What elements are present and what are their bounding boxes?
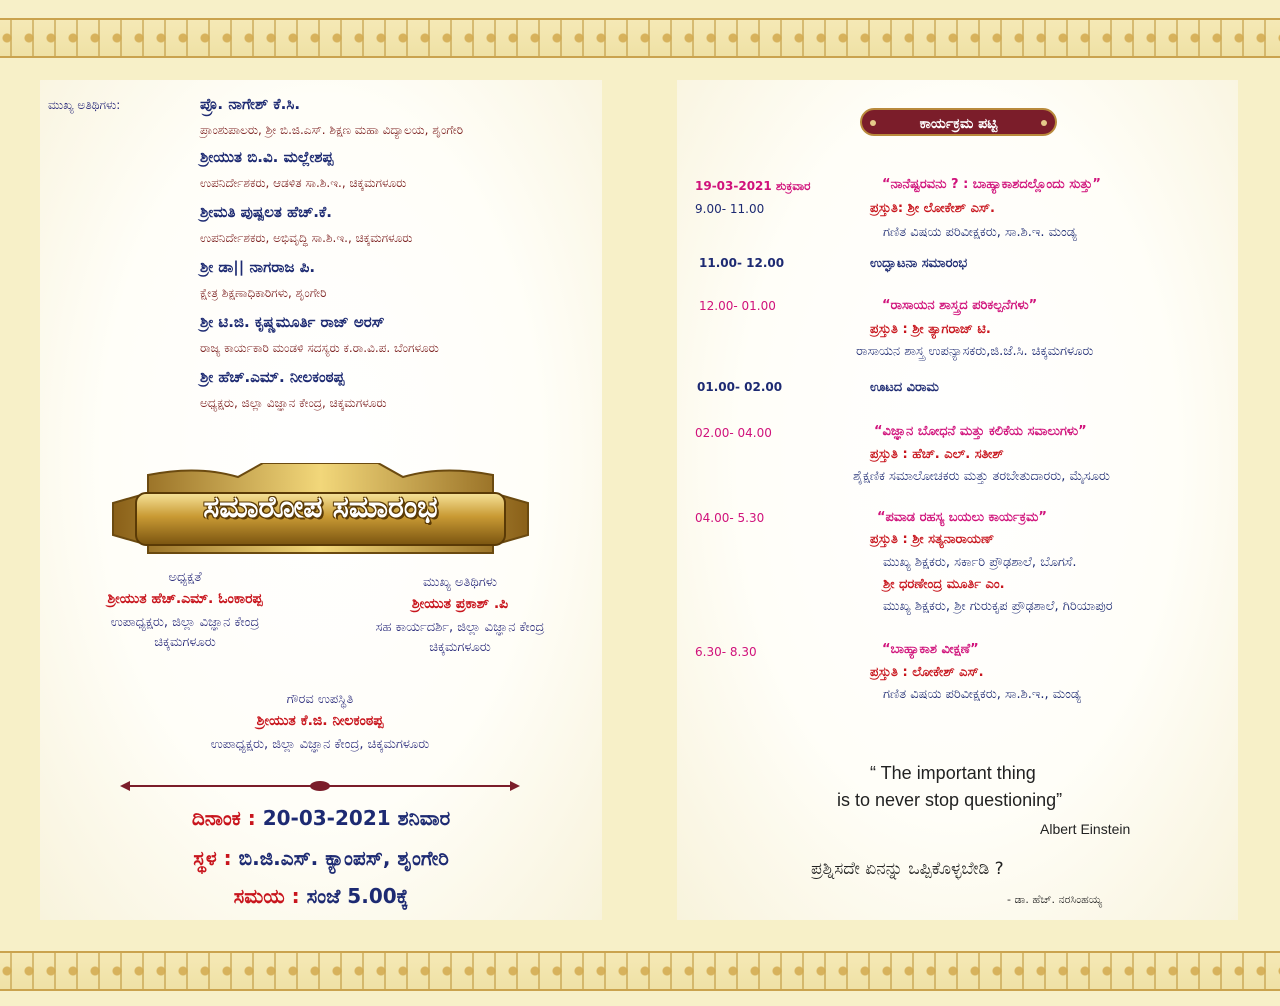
guest-role: ಉಪನಿರ್ದೇಶಕರು, ಅಭಿವೃದ್ಧಿ ಸಾ.ಶಿ.ಇ., ಚಿಕ್ಕಮಗಳೂರು <box>200 231 413 245</box>
chief-guest-label: ಮುಖ್ಯ ಅತಿಥಿಗಳು <box>423 575 497 590</box>
session-desc: ಶೈಕ್ಷಣಿಕ ಸಮಾಲೋಚಕರು ಮತ್ತು ತರಬೇತುದಾರರು, ಮೈಸೂರು <box>853 469 1110 484</box>
honor-label: ಗೌರವ ಉಪಸ್ಥಿತಿ <box>286 692 354 707</box>
dot-icon <box>1041 120 1047 126</box>
guest-role: ಕ್ಷೇತ್ರ ಶಿಕ್ಷಣಾಧಿಕಾರಿಗಳು, ಶೃಂಗೇರಿ <box>200 286 327 300</box>
guest-name: ಶ್ರೀ ಟಿ.ಜಿ. ಕೃಷ್ಣಮೂರ್ತಿ ರಾಜ್ ಅರಸ್ <box>200 313 385 331</box>
venue-value: ಬಿ.ಜಿ.ಎಸ್. ಕ್ಯಾಂಪಸ್, ಶೃಂಗೇರಿ <box>238 846 449 870</box>
session-time: 02.00- 04.00 <box>695 426 772 440</box>
presidency-block <box>60 570 310 653</box>
session-desc: ಗಣಿತ ವಿಷಯ ಪರಿವೀಕ್ಷಕರು, ಸಾ.ಶಿ.ಇ. ಮಂಡ್ಯ <box>883 225 1077 240</box>
guest-entry <box>200 95 463 138</box>
left-panel <box>40 80 602 920</box>
kannada-quote-author: - ಡಾ. ಹೆಚ್. ನರಸಿಂಹಯ್ಯ <box>1007 893 1103 906</box>
event-day: 19-03-2021 ಶುಕ್ರವಾರ <box>695 179 811 193</box>
session-desc: ಗಣಿತ ವಿಷಯ ಪರಿವೀಕ್ಷಕರು, ಸಾ.ಶಿ.ಇ., ಮಂಡ್ಯ <box>883 687 1081 702</box>
time-value: ಸಂಜೆ 5.00ಕ್ಕೆ <box>306 884 409 908</box>
guest-role: ಪ್ರಾಂಶುಪಾಲರು, ಶ್ರೀ ಬಿ.ಜಿ.ಎಸ್. ಶಿಕ್ಷಣ ಮಹಾ ವಿದ್ಯಾಲಯ, ಶೃಂಗೇರಿ <box>200 123 464 137</box>
date-label: ದಿನಾಂಕ : <box>191 806 256 830</box>
guest-role: ರಾಜ್ಯ ಕಾರ್ಯಕಾರಿ ಮಂಡಳಿ ಸದಸ್ಯರು ಕ.ರಾ.ವಿ.ಪ. ಬೆಂಗಳೂರು <box>200 341 439 355</box>
session-time: 12.00- 01.00 <box>699 299 776 313</box>
right-panel <box>677 80 1238 920</box>
session-speaker: ಪ್ರಸ್ತುತಿ : ಶ್ರೀ ಸತ್ಯನಾರಾಯಣ್ <box>870 532 995 547</box>
ornamental-divider-top <box>120 779 520 793</box>
guest-entry <box>200 148 406 191</box>
decorative-border-top <box>0 18 1280 58</box>
venue-line <box>40 846 602 870</box>
session-speaker: ಪ್ರಸ್ತುತಿ : ಲೋಕೇಶ್ ಎಸ್. <box>870 665 984 680</box>
quote-author: Albert Einstein <box>1040 821 1131 837</box>
honor-name: ಶ್ರೀಯುತ ಕೆ.ಜಿ. ನೀಲಕಂಠಪ್ಪ <box>256 713 384 729</box>
date-value: 20-03-2021 ಶನಿವಾರ <box>262 806 451 830</box>
session-speaker: ಪ್ರಸ್ತುತಿ : ಶ್ರೀ ತ್ಯಾಗರಾಜ್ ಟಿ. <box>870 322 991 337</box>
honor-block <box>120 692 520 755</box>
session-time: 11.00- 12.00 <box>699 256 785 270</box>
guest-name: ಶ್ರೀಯುತ ಬಿ.ವಿ. ಮಲ್ಲೇಶಪ್ಪ <box>200 148 334 166</box>
session-time: 6.30- 8.30 <box>695 645 757 659</box>
session-time: 01.00- 02.00 <box>697 380 783 394</box>
chief-guest-role: ಸಹ ಕಾರ್ಯದರ್ಶಿ, ಜಿಲ್ಲಾ ವಿಜ್ಞಾನ ಕೇಂದ್ರ ಚಿಕ್ಕಮಗಳೂರು <box>375 620 545 655</box>
guest-entry <box>200 368 387 411</box>
guest-name: ಶ್ರೀಮತಿ ಪುಷ್ಪಲತ ಹೆಚ್.ಕೆ. <box>200 203 332 221</box>
session-speaker-2: ಶ್ರೀ ಧರಣೇಂದ್ರ ಮೂರ್ತಿ ಎಂ. <box>883 577 1005 592</box>
session-time: 04.00- 5.30 <box>695 511 765 525</box>
banner-title: ಸಮಾರೋಪ ಸಮಾರಂಭ <box>203 490 438 525</box>
einstein-quote: “ The important thing is to never stop questioning” <box>837 763 1063 810</box>
session-topic: “ಪವಾಡ ರಹಸ್ಯ ಬಯಲು ಕಾರ್ಯಕ್ರಮ” <box>877 510 1047 525</box>
kannada-quote: ಪ್ರಶ್ನಿಸದೇ ಏನನ್ನು ಒಪ್ಪಿಕೊಳ್ಳಬೇಡಿ ? <box>811 859 1004 879</box>
guest-role: ಅಧ್ಯಕ್ಷರು, ಜಿಲ್ಲಾ ವಿಜ್ಞಾನ ಕೇಂದ್ರ, ಚಿಕ್ಕಮಗಳೂರು <box>200 396 387 410</box>
chief-guest-name: ಶ್ರೀಯುತ ಪ್ರಕಾಶ್ .ಪಿ <box>411 596 509 612</box>
session-topic: “ರಾಸಾಯನ ಶಾಸ್ತ್ರದ ಪರಿಕಲ್ಪನೆಗಳು” <box>882 298 1038 313</box>
guest-role: ಉಪನಿರ್ದೇಶಕರು, ಆಡಳಿತ ಸಾ.ಶಿ.ಇ., ಚಿಕ್ಕಮಗಳೂರು <box>200 176 407 190</box>
schedule-title: ಕಾರ್ಯಕ್ರಮ ಪಟ್ಟಿ <box>860 108 1057 136</box>
session-speaker: ಪ್ರಸ್ತುತಿ: ಶ್ರೀ ಲೋಕೇಶ್ ಎಸ್. <box>870 201 995 216</box>
presidency-name: ಶ್ರೀಯುತ ಹೆಚ್.ಎಮ್. ಓಂಕಾರಪ್ಪ <box>107 591 263 607</box>
session-desc: ಮುಖ್ಯ ಶಿಕ್ಷಕರು, ಸರ್ಕಾರಿ ಪ್ರೌಢಶಾಲೆ, ಬೊಗಸೆ. <box>883 555 1077 570</box>
venue-label: ಸ್ಥಳ : <box>193 846 232 870</box>
guest-entry <box>200 313 439 356</box>
dot-icon <box>870 120 876 126</box>
time-line <box>40 884 602 908</box>
session-topic: “ಬಾಹ್ಯಾಕಾಶ ವೀಕ್ಷಣೆ” <box>882 642 979 657</box>
guests-heading: ಮುಖ್ಯ ಅತಿಥಿಗಳು: <box>48 98 121 112</box>
time-label: ಸಮಯ : <box>233 884 300 908</box>
presidency-role: ಉಪಾಧ್ಯಕ್ಷರು, ಜಿಲ್ಲಾ ವಿಜ್ಞಾನ ಕೇಂದ್ರ ಚಿಕ್ಕಮಗಳೂರು <box>110 615 260 650</box>
session-desc: ರಾಸಾಯನ ಶಾಸ್ತ್ರ ಉಪನ್ಯಾಸಕರು,ಜಿ.ಜೆ.ಸಿ. ಚಿಕ್ಕಮಗಳೂರು <box>856 344 1094 359</box>
guest-entry <box>200 203 412 246</box>
date-line <box>40 806 602 830</box>
guest-name: ಪ್ರೊ. ನಾಗೇಶ್ ಕೆ.ಸಿ. <box>200 95 301 113</box>
presidency-label: ಅಧ್ಯಕ್ಷತೆ <box>168 570 202 585</box>
session-time: 9.00- 11.00 <box>695 202 765 216</box>
guest-entry <box>200 258 326 301</box>
session-topic: “ವಿಜ್ಞಾನ ಬೋಧನೆ ಮತ್ತು ಕಲಿಕೆಯ ಸವಾಲುಗಳು” <box>874 424 1087 439</box>
session-topic: ಉದ್ಘಾಟನಾ ಸಮಾರಂಭ <box>870 256 968 271</box>
session-desc-2: ಮುಖ್ಯ ಶಿಕ್ಷಕರು, ಶ್ರೀ ಗುರುಕೃಪ ಪ್ರೌಢಶಾಲೆ, ಗಿರಿಯಾಪುರ <box>883 599 1113 614</box>
decorative-border-bottom <box>0 951 1280 991</box>
session-topic: ಊಟದ ವಿರಾಮ <box>870 380 939 395</box>
session-topic: “ನಾನೆಷ್ಟರವನು ? : ಬಾಹ್ಯಾಕಾಶದಲ್ಲೊಂದು ಸುತ್ತು” <box>882 177 1101 192</box>
session-speaker: ಪ್ರಸ್ತುತಿ : ಹೆಚ್. ಎಲ್. ಸತೀಶ್ <box>870 447 1004 462</box>
honor-role: ಉಪಾಧ್ಯಕ್ಷರು, ಜಿಲ್ಲಾ ವಿಜ್ಞಾನ ಕೇಂದ್ರ, ಚಿಕ್ಕಮಗಳೂರು <box>210 737 430 752</box>
guest-name: ಶ್ರೀ ಹೆಚ್.ಎಮ್. ನೀಲಕಂಠಪ್ಪ <box>200 368 345 386</box>
guest-name: ಶ್ರೀ ಡಾ|| ನಾಗರಾಜ ಪಿ. <box>200 258 316 276</box>
chief-guest-block <box>330 575 590 658</box>
